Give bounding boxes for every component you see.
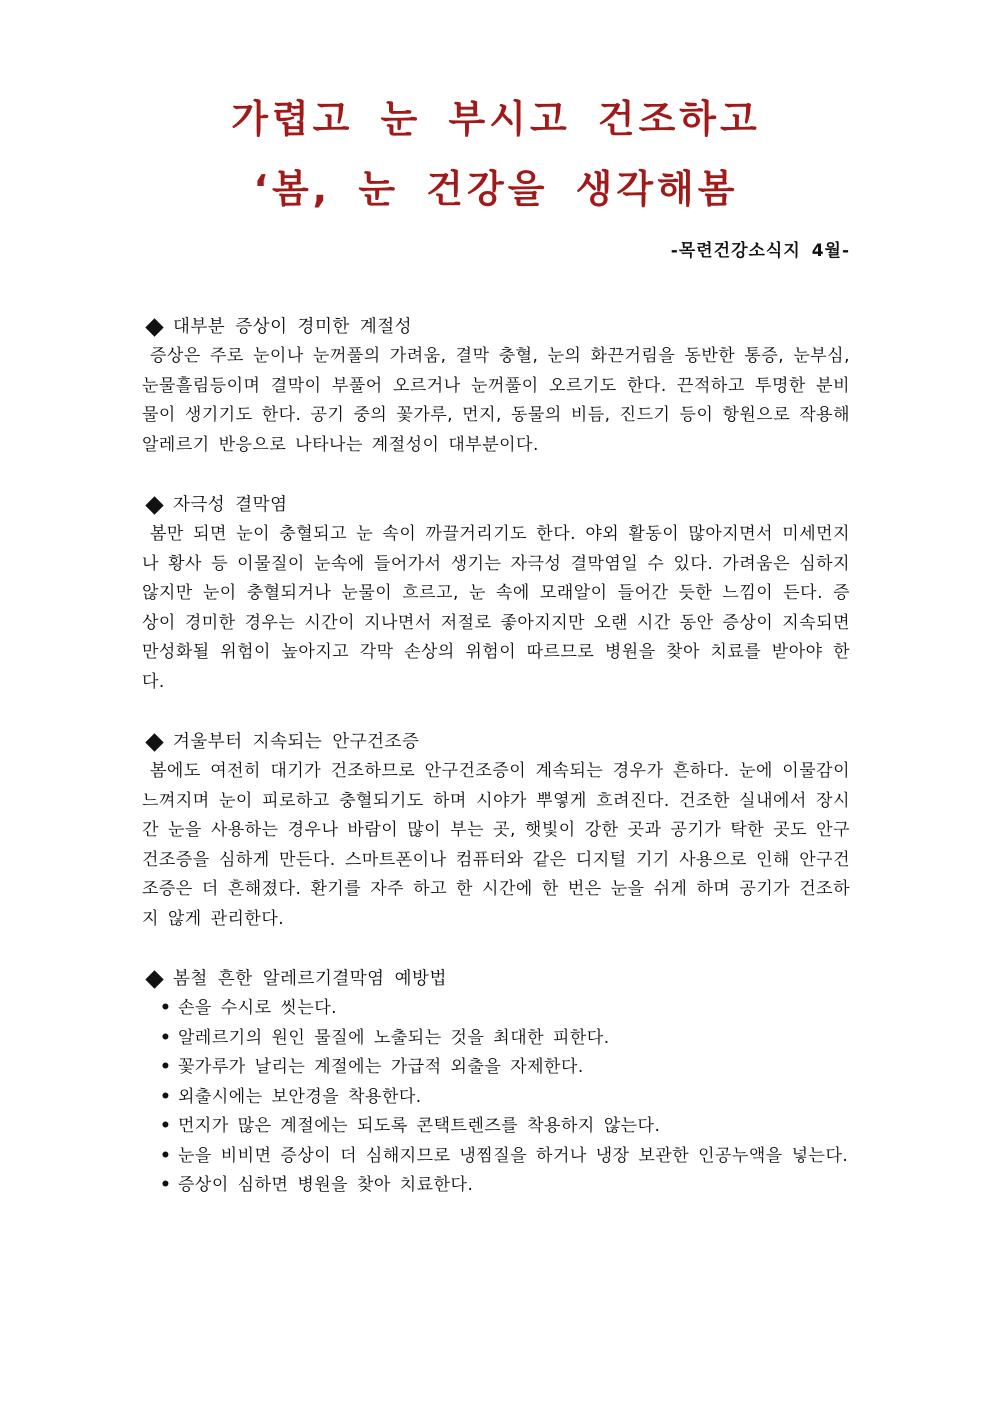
section-heading-text: 자극성 결막염	[173, 495, 288, 515]
section-heading-text: 봄철 흔한 알레르기결막염 예방법	[173, 969, 447, 989]
list-item	[160, 1112, 850, 1142]
list-item-text: 외출시에는 보안경을 착용한다.	[178, 1086, 422, 1107]
diamond-bullet-icon	[145, 733, 163, 751]
section-heading-text: 대부분 증상이 경미한 계절성	[173, 317, 413, 337]
prevention-list	[142, 994, 850, 1201]
dot-bullet-icon: •	[160, 1086, 172, 1107]
section-dry-eye	[142, 727, 850, 934]
list-item-text: 눈을 비비면 증상이 더 심해지므로 냉찜질을 하거나 냉장 보관한 인공누액을 넣는다.	[178, 1145, 849, 1166]
dot-bullet-icon: •	[160, 1057, 172, 1077]
list-item-text: 먼지가 많은 계절에는 되도록 콘택트렌즈를 착용하지 않는다.	[178, 1116, 661, 1136]
list-item	[160, 1142, 850, 1172]
diamond-bullet-icon	[145, 970, 163, 988]
section-paragraph: 봄에도 여전히 대기가 건조하므로 안구건조증이 계속되는 경우가 흔하다. 눈에 이물감이 느껴지며 눈이 피로하고 충혈되기도 하며 시야가 뿌옇게 흐려진다. 건조한 실내에서 장시간 눈을 사용하는 경우나 바람이 많이 부는 곳, 햇빛이 강한 곳과 공기가 탁한 곳도 안구건조증을 심하게 만든다. 스마트폰이나 컴퓨터와 같은 디지털 기기 사용으로 인해 안구건조증은 더 흔해졌다. 환기를 자주 하고 한 시간에 한 번은 눈을 쉬게 하며 공기가 건조하지 않게 관리한다.	[142, 761, 850, 929]
section-irritant-conjunctivitis	[142, 490, 850, 697]
title-line-2: ‘봄, 눈 건강을 생각해봄	[253, 167, 739, 211]
list-item	[160, 994, 850, 1024]
dot-bullet-icon: •	[160, 1145, 172, 1166]
list-item-text: 손을 수시로 씻는다.	[178, 998, 338, 1018]
document-body	[142, 312, 850, 1231]
section-paragraph: 증상은 주로 눈이나 눈꺼풀의 가려움, 결막 충혈, 눈의 화끈거림을 동반한 통증, 눈부심, 눈물흘림등이며 결막이 부풀어 오르거나 눈꺼풀이 오르기도 한다. 끈적하고 투명한 분비물이 생기기도 한다. 공기 중의 꽃가루, 먼지, 동물의 비듬, 진드기 등이 항원으로 작용해 알레르기 반응으로 나타나는 계절성이 대부분이다.	[142, 346, 850, 455]
list-item	[160, 1024, 850, 1054]
list-item-text: 알레르기의 원인 물질에 노출되는 것을 최대한 피한다.	[178, 1027, 610, 1048]
diamond-bullet-icon	[145, 318, 163, 336]
diamond-bullet-icon	[145, 496, 163, 514]
list-item	[160, 1053, 850, 1083]
section-heading	[142, 490, 850, 520]
list-item	[160, 1171, 850, 1201]
section-paragraph: 봄만 되면 눈이 충혈되고 눈 속이 까끌거리기도 한다. 야외 활동이 많아지면서 미세먼지나 황사 등 이물질이 눈속에 들어가서 생기는 자극성 결막염일 수 있다. 가려움은 심하지 않지만 눈이 충혈되거나 눈물이 흐르고, 눈 속에 모래알이 들어간 듯한 느낌이 든다. 증상이 경미한 경우는 시간이 지나면서 저절로 좋아지지만 오랜 시간 동안 증상이 지속되면 만성화될 위험이 높아지고 각막 손상의 위험이 따르므로 병원을 찾아 치료를 받아야 한다.	[142, 524, 850, 692]
source-label: -목련건강소식지 4월-	[670, 241, 850, 261]
list-item	[160, 1083, 850, 1113]
dot-bullet-icon: •	[160, 998, 172, 1018]
list-item-text: 꽃가루가 날리는 계절에는 가급적 외출을 자제한다.	[178, 1057, 584, 1077]
dot-bullet-icon: •	[160, 1027, 172, 1048]
section-seasonal	[142, 312, 850, 460]
dot-bullet-icon: •	[160, 1175, 172, 1195]
section-heading	[142, 312, 850, 342]
title-block	[0, 84, 992, 224]
section-heading	[142, 727, 850, 757]
section-prevention	[142, 964, 850, 1201]
section-heading	[142, 964, 850, 994]
list-item-text: 증상이 심하면 병원을 찾아 치료한다.	[178, 1175, 474, 1195]
section-heading-text: 겨울부터 지속되는 안구건조증	[173, 732, 420, 752]
dot-bullet-icon: •	[160, 1116, 172, 1136]
title-line-1: 가렵고 눈 부시고 건조하고	[231, 97, 761, 141]
